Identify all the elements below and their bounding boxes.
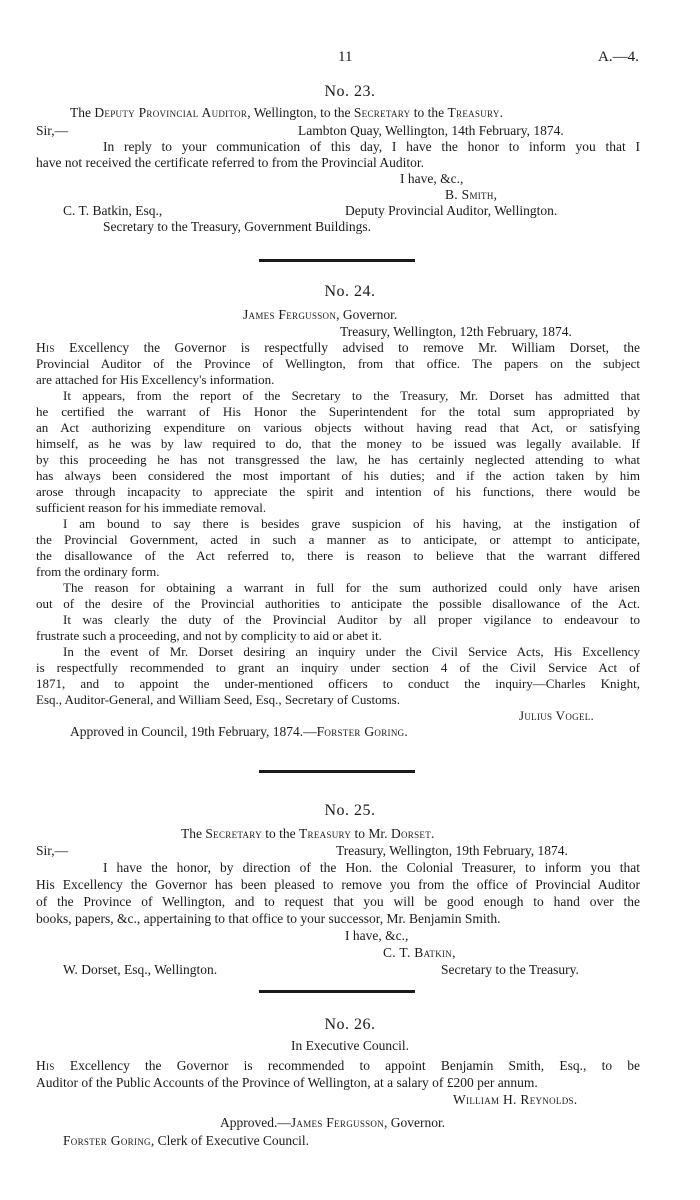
letter-23-addressee: C. T. Batkin, Esq., — [63, 203, 163, 218]
letter-24-body-line: arose through incapacity to appreciate the spirit and intention of his functions, there would be — [36, 484, 640, 499]
letter-25-dateline: Treasury, Wellington, 19th February, 1874. — [336, 843, 568, 858]
letter-23-salutation: Sir,— — [36, 123, 69, 138]
letter-23-number: No. 23. — [324, 83, 376, 100]
letter-24-body-line: is respectfully recommended to grant an inquiry under section 4 of the Civil Service Act of — [36, 660, 640, 675]
letter-23-addressee-title: Secretary to the Treasury, Government Buildings. — [103, 219, 371, 234]
letter-23-signer-title: Deputy Provincial Auditor, Wellington. — [345, 203, 558, 218]
section-divider — [259, 259, 415, 262]
letter-24-number: No. 24. — [324, 283, 376, 300]
letter-25-signer-title: Secretary to the Treasury. — [441, 962, 579, 977]
letter-26-body-line: His Excellency the Governor is recommended to appoint Benjamin Smith, Esq., to be — [36, 1058, 640, 1073]
letter-25-body-line: His Excellency the Governor has been pleased to remove you from the office of Provincial Auditor — [36, 877, 640, 892]
letter-23-body-line: have not received the certificate referred to from the Provincial Auditor. — [36, 155, 424, 170]
letter-25-number: No. 25. — [324, 802, 376, 819]
letter-26-approval: Approved.—James Fergusson, Governor. — [220, 1115, 446, 1130]
letter-26-clerk: Forster Goring, Clerk of Executive Council. — [63, 1133, 310, 1148]
letter-24-body-line: himself, as he was by law required to do, that the money to be issued was legally available. If — [36, 436, 640, 451]
letter-24-heading: James Fergusson, Governor. — [243, 307, 398, 322]
letter-24-body-line: In the event of Mr. Dorset desiring an inquiry under the Civil Service Acts, His Excellency — [63, 644, 640, 659]
letter-24-body-line: by this proceeding he has not transgressed the law, he has certainly neglected attending to what — [36, 452, 640, 467]
letter-26-signature: William H. Reynolds. — [453, 1092, 578, 1107]
letter-25-addressee: W. Dorset, Esq., Wellington. — [63, 962, 218, 977]
letter-24-body-line: 1871, and to appoint the under-mentioned officers to conduct the inquiry—Charles Knight, — [36, 676, 640, 691]
letter-24-body-line: His Excellency the Governor is respectfully advised to remove Mr. William Dorset, the — [36, 340, 640, 355]
letter-24-body-line: frustrate such a proceeding, and not by complicity to aid or abet it. — [36, 628, 382, 643]
letter-23-dateline: Lambton Quay, Wellington, 14th February, 1874. — [298, 123, 564, 138]
letter-25-signature: C. T. Batkin, — [383, 945, 456, 960]
letter-25-salutation: Sir,— — [36, 843, 69, 858]
letter-24-body-line: sufficient reason for his immediate removal. — [36, 500, 267, 515]
letter-26-body-line: Auditor of the Public Accounts of the Province of Wellington, at a salary of £200 per annum. — [36, 1075, 538, 1090]
letter-26-subtitle: In Executive Council. — [290, 1038, 410, 1053]
letter-24-body-line: an Act authorizing expenditure on various objects without having read that Act, or satisfying — [36, 420, 640, 435]
letter-24-approval: Approved in Council, 19th February, 1874.—Forster Goring. — [70, 724, 409, 739]
letter-25-body-line: I have the honor, by direction of the Hon. the Colonial Treasurer, to inform you that — [103, 860, 640, 875]
letter-24-body-line: out of the desire of the Provincial authorities to anticipate the possible disallowance of the Act. — [36, 596, 640, 611]
letter-24-body-line: It appears, from the report of the Secretary to the Treasury, Mr. Dorset has admitted that — [63, 388, 640, 403]
letter-23-body-line: In reply to your communication of this day, I have the honor to inform you that I — [103, 139, 640, 154]
section-divider — [259, 770, 415, 773]
letter-24-body-line: The reason for obtaining a warrant in full for the sum authorized could only have arisen — [63, 580, 640, 595]
letter-24-body-line: from the ordinary form. — [36, 564, 160, 579]
letter-24-body-line: the Provincial Government, acted in such a manner as to anticipate, or attempt to anticipate, — [36, 532, 640, 547]
letter-24-body-line: I am bound to say there is besides grave suspicion of his having, at the instigation of — [63, 516, 640, 531]
page-number: 11 — [338, 49, 353, 65]
letter-25-body-line: books, papers, &c., appertaining to that office to your successor, Mr. Benjamin Smith. — [36, 911, 501, 926]
letter-25-closing: I have, &c., — [345, 928, 409, 943]
letter-25-heading: The Secretary to the Treasury to Mr. Dorset. — [181, 826, 435, 841]
letter-23-signature: B. Smith, — [445, 187, 498, 202]
document-reference: A.—4. — [598, 49, 639, 65]
letter-24-body-line: the disallowance of the Act referred to, there is reason to believe that the warrant differed — [36, 548, 640, 563]
letter-24-signature: Julius Vogel. — [519, 708, 595, 723]
letter-26-number: No. 26. — [324, 1016, 376, 1033]
letter-24-body-line: has always been considered the most important of his duties; and if the action taken by him — [36, 468, 640, 483]
letter-23-closing: I have, &c., — [400, 171, 464, 186]
letter-25-body-line: of the Province of Wellington, and to request that you will be good enough to hand over the — [36, 894, 640, 909]
letter-24-dateline: Treasury, Wellington, 12th February, 1874. — [340, 324, 572, 339]
letter-24-body-line: are attached for His Excellency's information. — [36, 372, 275, 387]
letter-24-body-line: It was clearly the duty of the Provincial Auditor by all proper vigilance to endeavour to — [63, 612, 640, 627]
letter-24-body-line: Provincial Auditor of the Province of Wellington, from that office. The papers on the subject — [36, 356, 640, 371]
letter-24-body-line: he certified the warrant of His Honor the Superintendent for the total sum appropriated by — [36, 404, 640, 419]
letter-23-heading: The Deputy Provincial Auditor, Wellington, to the Secretary to the Treasury. — [70, 105, 504, 120]
letter-24-body-line: Esq., Auditor-General, and William Seed, Esq., Secretary of Customs. — [36, 692, 400, 707]
section-divider — [259, 990, 415, 993]
